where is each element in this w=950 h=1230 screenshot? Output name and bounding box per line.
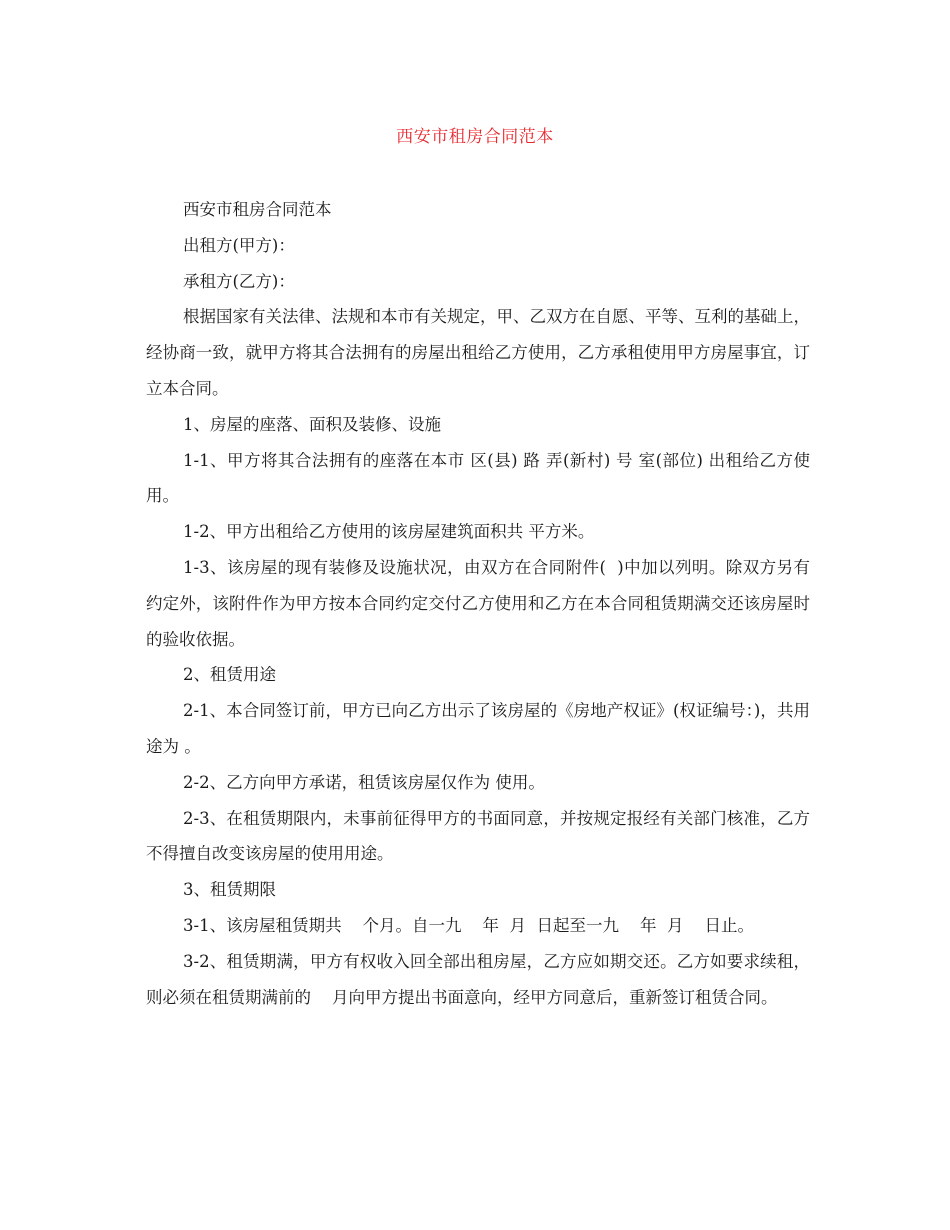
- section-heading-3: 3、租赁期限: [183, 880, 276, 900]
- clause-3-1: 3-1、该房屋租赁期共 个月。自一九 年 月 日起至一九 年 月 日止。: [183, 915, 754, 935]
- paragraph-lessor: 出租方(甲方)：: [183, 235, 295, 255]
- clause-2-3: 2-3、在租赁期限内，未事前征得甲方的书面同意，并按规定报经有关部门核准，乙方不得擅自改变该房屋的使用用途。: [146, 808, 810, 864]
- document-body: [146, 192, 810, 1015]
- clause-1-1: 1-1、甲方将其合法拥有的座落在本市 区(县) 路 弄(新村) 号 室(部位) 出租给乙方使用。: [146, 450, 810, 506]
- section-heading-1: 1、房屋的座落、面积及装修、设施: [183, 414, 441, 434]
- clause-2-1: 2-1、本合同签订前，甲方已向乙方出示了该房屋的《房地产权证》(权证编号：)，共用途为 。: [146, 701, 810, 756]
- document-title: 西安市租房合同范本: [396, 127, 554, 147]
- clause-1-2: 1-2、甲方出租给乙方使用的该房屋建筑面积共 平方米。: [183, 522, 595, 542]
- paragraph-heading: 西安市租房合同范本: [183, 200, 332, 219]
- paragraph-preamble: 根据国家有关法律、法规和本市有关规定，甲、乙双方在自愿、平等、互利的基础上，经协商一致，就甲方将其合法拥有的房屋出租给乙方使用，乙方承租使用甲方房屋事宜，订立本合同。: [146, 307, 810, 398]
- clause-3-2: 3-2、租赁期满，甲方有权收入回全部出租房屋，乙方应如期交还。乙方如要求续租，则必须在租赁期满前的 月向甲方提出书面意向，经甲方同意后，重新签订租赁合同。: [146, 951, 810, 1007]
- clause-1-3: 1-3、该房屋的现有装修及设施状况，由双方在合同附件( )中加以列明。除双方另有约定外，该附件作为甲方按本合同约定交付乙方使用和乙方在本合同租赁期满交还该房屋时的验收依据。: [146, 557, 810, 649]
- paragraph-lessee: 承租方(乙方)：: [183, 271, 295, 291]
- clause-2-2: 2-2、乙方向甲方承诺，租赁该房屋仅作为 使用。: [183, 772, 545, 792]
- section-heading-2: 2、租赁用途: [183, 665, 276, 685]
